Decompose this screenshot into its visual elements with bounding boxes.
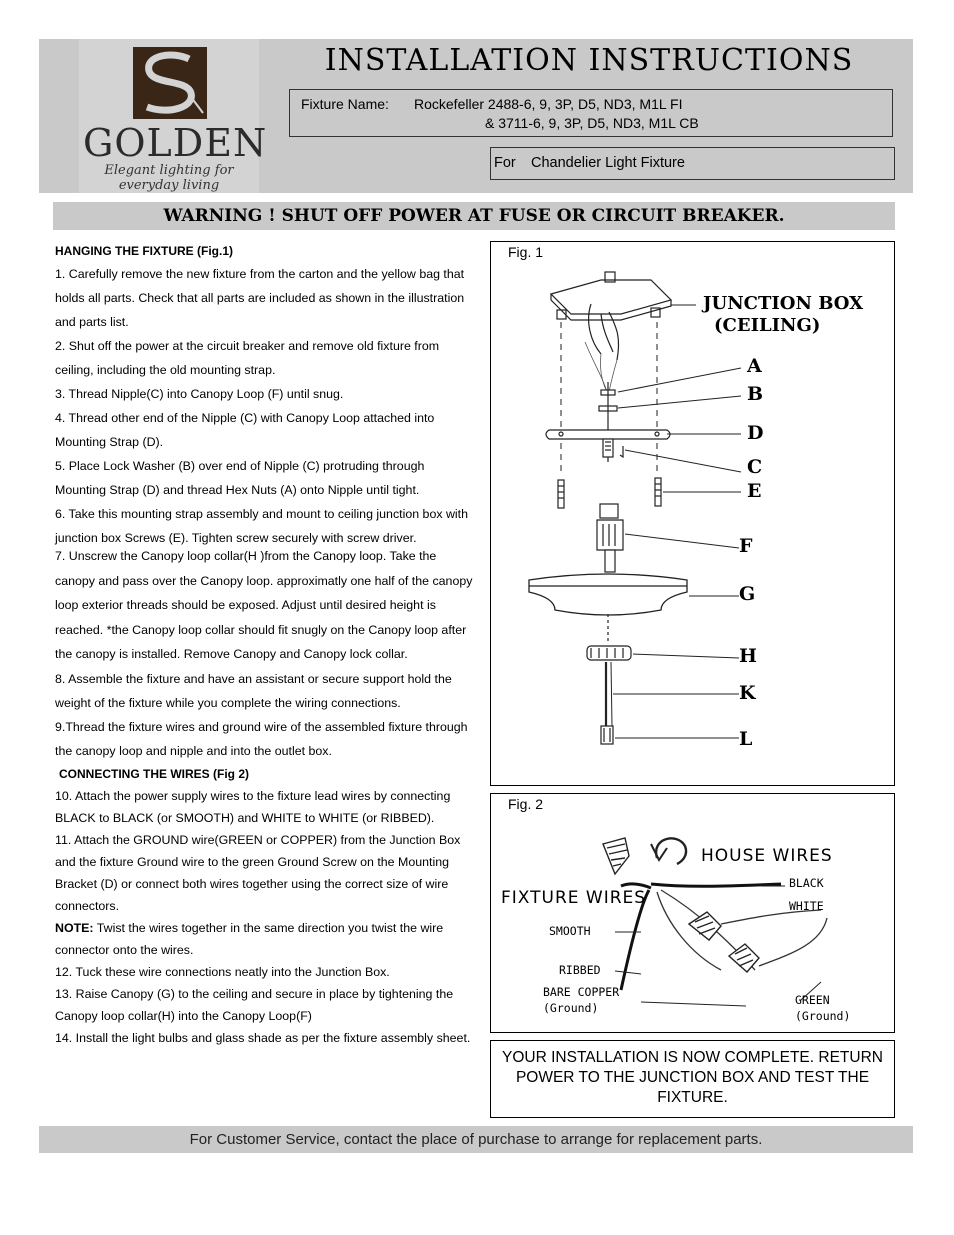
- ceiling-label: (CEILING): [714, 315, 821, 336]
- part-label-e: E: [747, 480, 762, 502]
- fixture-name-line1: Rockefeller 2488-6, 9, 3P, D5, ND3, M1L FI: [414, 96, 683, 112]
- page-title: INSTALLATION INSTRUCTIONS: [324, 43, 854, 78]
- step-5: 5. Place Lock Washer (B) over end of Nipple (C) protruding through Mounting Strap (D) and thread Hex Nuts (A) onto Nipple until tight.: [55, 459, 425, 497]
- logo-tagline: Elegant lighting for everyday living: [104, 163, 234, 193]
- note-label: NOTE:: [55, 920, 94, 935]
- logo-wordmark: GOLDEN: [83, 121, 268, 165]
- step-13: 13. Raise Canopy (G) to the ceiling and secure in place by tightening the Canopy loop collar(H) into the Canopy Loop(F): [55, 986, 454, 1023]
- step-10: 10. Attach the power supply wires to the fixture lead wires by connecting BLACK to BLACK (or SMOOTH) and WHITE to WHITE (or RIBBED).: [55, 788, 451, 825]
- step-7: 7. Unscrew the Canopy loop collar(H )from the Canopy loop. Take the canopy and pass over the Canopy loop. approximatly one half of the canopy loop exterior threads should be exposed. Adjust until desired height is reached. *the Canopy loop collar should fit snugly on the Canopy loop after the canopy is installed. Remove Canopy and Canopy lock collar.: [55, 549, 473, 662]
- note: [55, 917, 473, 961]
- bare-copper-ground-label: (Ground): [543, 1001, 599, 1015]
- step-6: 6. Take this mounting strap assembly and mount to ceiling junction box with junction box Screws (E). Tighten screw securely with screw driver.: [55, 507, 469, 545]
- black-wire-label: BLACK: [789, 876, 824, 890]
- header-band: [39, 39, 913, 193]
- junction-box-label: JUNCTION BOX: [703, 293, 864, 314]
- green-ground-label: (Ground): [795, 1009, 851, 1023]
- fixture-name-label: Fixture Name:: [301, 96, 389, 112]
- part-label-a: A: [747, 355, 762, 377]
- fixture-type-label: For: [494, 155, 516, 171]
- part-label-b: B: [747, 383, 764, 405]
- part-label-l: L: [739, 728, 753, 750]
- white-wire-label: WHITE: [789, 899, 824, 913]
- bare-copper-label: BARE COPPER: [543, 985, 620, 999]
- figure-2-label: Fig. 2: [508, 796, 544, 812]
- step-12: 12. Tuck these wire connections neatly into the Junction Box.: [55, 964, 390, 979]
- step-3: 3. Thread Nipple(C) into Canopy Loop (F) until snug.: [55, 387, 344, 401]
- step-1: 1. Carefully remove the new fixture from the carton and the yellow bag that holds all parts. Check that all parts are included as shown in the illustration and parts list.: [55, 267, 465, 329]
- step-4: 4. Thread other end of the Nipple (C) with Canopy Loop attached into Mounting Strap (D).: [55, 411, 435, 449]
- section-heading-wires: CONNECTING THE WIRES (Fig 2): [59, 766, 249, 781]
- fixture-type-value: Chandelier Light Fixture: [531, 155, 685, 171]
- completion-notice: YOUR INSTALLATION IS NOW COMPLETE. RETURN POWER TO THE JUNCTION BOX AND TEST THE FIXTURE.: [490, 1040, 895, 1118]
- ribbed-wire-label: RIBBED: [559, 963, 601, 977]
- logo-s-mark-icon: [133, 47, 207, 119]
- warning-banner: WARNING ! SHUT OFF POWER AT FUSE OR CIRCUIT BREAKER.: [53, 202, 895, 230]
- part-label-c: C: [747, 456, 763, 478]
- part-label-d: D: [747, 422, 764, 444]
- smooth-wire-label: SMOOTH: [549, 924, 591, 938]
- fixture-name-box: [289, 89, 893, 137]
- fixture-wires-label: FIXTURE WIRES: [501, 888, 647, 908]
- figure-1-box: [490, 241, 895, 786]
- instructions-column: [55, 240, 473, 1049]
- customer-service-footer: For Customer Service, contact the place of purchase to arrange for replacement parts.: [39, 1126, 913, 1153]
- note-text: Twist the wires together in the same direction you twist the wire connector onto the wires.: [55, 920, 444, 957]
- step-11: 11. Attach the GROUND wire(GREEN or COPPER) from the Junction Box and the fixture Ground wire to the green Ground Screw on the Mounting Bracket (D) or connect both wires together using the correct size of wire connectors.: [55, 832, 461, 913]
- step-2: 2. Shut off the power at the circuit breaker and remove old fixture from ceiling, including the old mounting strap.: [55, 339, 440, 377]
- mounting-assembly-illustration: [491, 242, 896, 787]
- fixture-name-line2: & 3711-6, 9, 3P, D5, ND3, M1L CB: [485, 115, 699, 131]
- green-wire-label: GREEN: [795, 993, 830, 1007]
- figure-1-label: Fig. 1: [508, 244, 544, 260]
- part-label-g: G: [739, 583, 756, 605]
- step-8: 8. Assemble the fixture and have an assistant or secure support hold the weight of the fixture while you complete the wiring connections.: [55, 671, 452, 710]
- part-label-f: F: [739, 535, 753, 557]
- fixture-type-box: [490, 147, 895, 180]
- step-9: 9.Thread the fixture wires and ground wire of the assembled fixture through the canopy loop and nipple and into the outlet box.: [55, 719, 468, 758]
- part-label-k: K: [739, 682, 756, 704]
- house-wires-label: HOUSE WIRES: [701, 846, 833, 866]
- figure-2-box: [490, 793, 895, 1033]
- part-label-h: H: [739, 645, 757, 667]
- section-heading-hanging: HANGING THE FIXTURE (Fig.1): [55, 244, 233, 258]
- step-14: 14. Install the light bulbs and glass shade as per the fixture assembly sheet.: [55, 1030, 471, 1045]
